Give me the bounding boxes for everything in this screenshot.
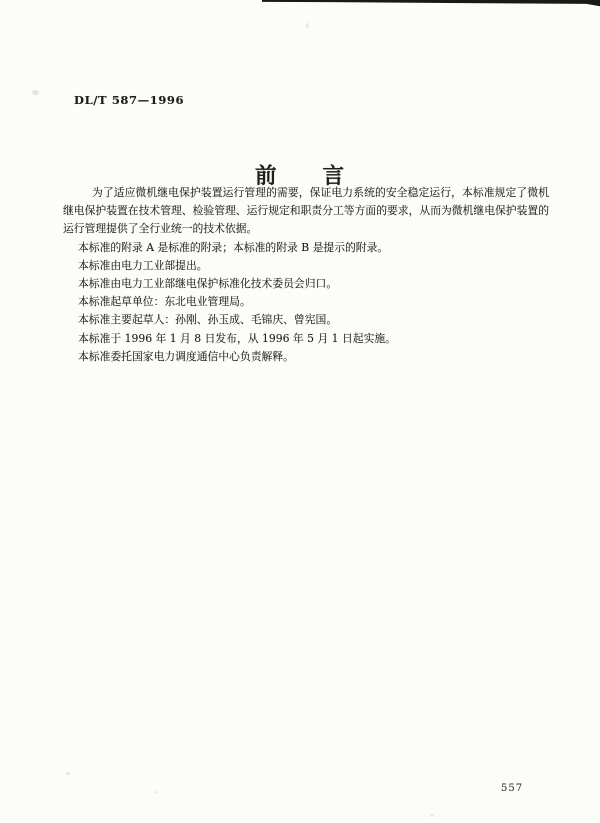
page-title-char-2: 言 — [322, 164, 346, 190]
paragraph-annexes: 本标准的附录 A 是标准的附录；本标准的附录 B 是提示的附录。 — [78, 240, 389, 254]
scan-speck — [32, 90, 39, 95]
paragraph-centralized-by: 本标准由电力工业部继电保护标准化技术委员会归口。 — [78, 277, 338, 291]
standard-number: DL/T 587—1996 — [74, 93, 185, 107]
paragraph-drafters: 本标准主要起草人：孙刚、孙玉成、毛锦庆、曾宪国。 — [78, 313, 338, 327]
paragraph-dates: 本标准于 1996 年 1 月 8 日发布，从 1996 年 5 月 1 日起实施。 — [78, 331, 396, 345]
paragraph-proposed-by: 本标准由电力工业部提出。 — [78, 258, 208, 272]
paragraph-scope: 为了适应微机继电保护装置运行管理的需要，保证电力系统的安全稳定运行，本标准规定了微机继电保护装置在技术管理、检验管理、运行规定和职责分工等方面的要求，从而为微机继电保护装置的运行管理提供了全行业统一的技术依据。 — [63, 186, 549, 236]
scan-speck — [430, 814, 434, 817]
foreword-body — [63, 184, 549, 366]
scan-speck — [306, 23, 309, 28]
scan-artifact-top-edge — [262, 0, 600, 7]
scan-speck — [66, 772, 70, 775]
scan-speck — [154, 791, 157, 794]
paragraph-drafting-organization: 本标准起草单位：东北电业管理局。 — [78, 295, 251, 309]
page-number: 557 — [501, 783, 524, 794]
page-title-char-1: 前 — [254, 164, 278, 190]
paragraph-interpretation: 本标准委托国家电力调度通信中心负责解释。 — [78, 349, 294, 363]
